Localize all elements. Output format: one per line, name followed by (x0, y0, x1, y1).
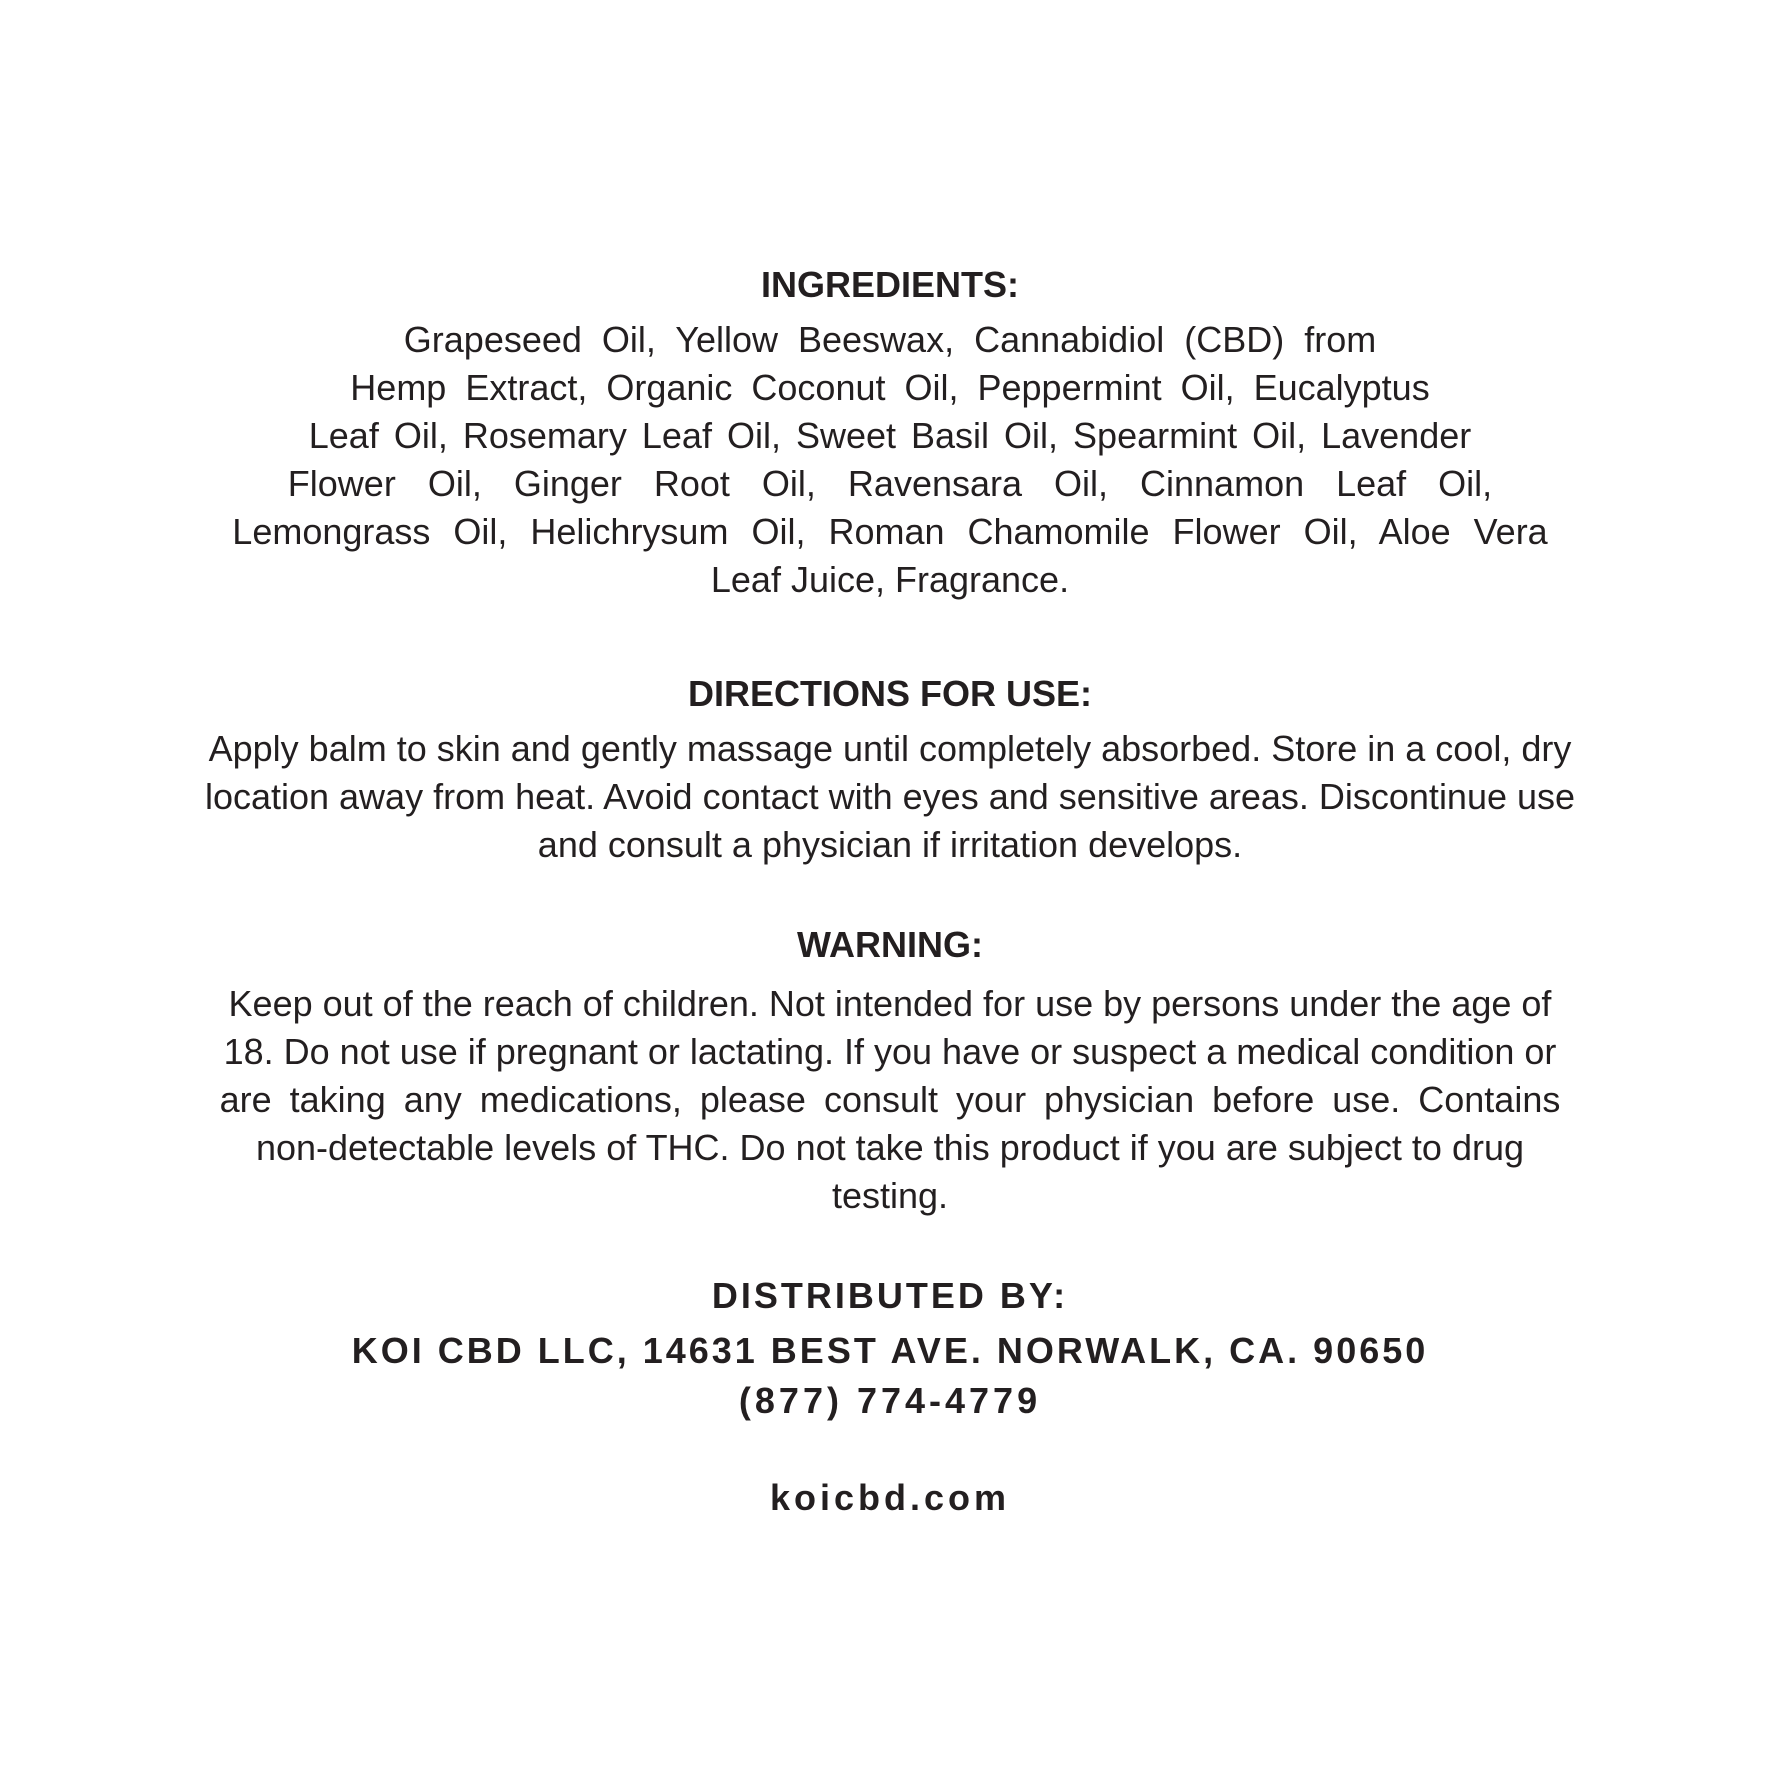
warning-line-2: 18. Do not use if pregnant or lactating. If you have or suspect a medical condition or (223, 1031, 1557, 1072)
ingredients-line-5: Lemongrass Oil, Helichrysum Oil, Roman Chamomile Flower Oil, Aloe Vera (232, 511, 1548, 552)
ingredients-line-6: Leaf Juice, Fragrance. (710, 559, 1070, 600)
ingredients-line-4: Flower Oil, Ginger Root Oil, Ravensara Oil, Cinnamon Leaf Oil, (287, 463, 1493, 504)
warning-line-4: non-detectable levels of THC. Do not take this product if you are subject to drug (255, 1127, 1525, 1168)
distributor-address: KOI CBD LLC, 14631 BEST AVE. NORWALK, CA. 90650 (351, 1330, 1429, 1371)
warning-line-3: are taking any medications, please consult your physician before use. Contains (219, 1079, 1561, 1120)
warning-heading: WARNING: (797, 924, 983, 965)
ingredients-line-3: Leaf Oil, Rosemary Leaf Oil, Sweet Basil Oil, Spearmint Oil, Lavender (308, 415, 1472, 456)
distributor-phone: (877) 774-4779 (738, 1380, 1042, 1421)
ingredients-line-2: Hemp Extract, Organic Coconut Oil, Peppermint Oil, Eucalyptus (350, 367, 1430, 408)
website-url: koicbd.com (769, 1477, 1011, 1518)
directions-line-2: location away from heat. Avoid contact with eyes and sensitive areas. Discontinue use (204, 776, 1576, 817)
warning-line-1: Keep out of the reach of children. Not intended for use by persons under the age of (228, 983, 1552, 1024)
warning-line-5: testing. (831, 1175, 949, 1216)
directions-line-1: Apply balm to skin and gently massage until completely absorbed. Store in a cool, dry (208, 728, 1572, 769)
directions-heading: DIRECTIONS FOR USE: (687, 673, 1092, 714)
directions-line-3: and consult a physician if irritation develops. (537, 824, 1243, 865)
ingredients-line-1: Grapeseed Oil, Yellow Beeswax, Cannabidiol (CBD) from (403, 319, 1377, 360)
distributor-heading: DISTRIBUTED BY: (711, 1275, 1069, 1316)
ingredients-heading: INGREDIENTS: (760, 264, 1019, 305)
